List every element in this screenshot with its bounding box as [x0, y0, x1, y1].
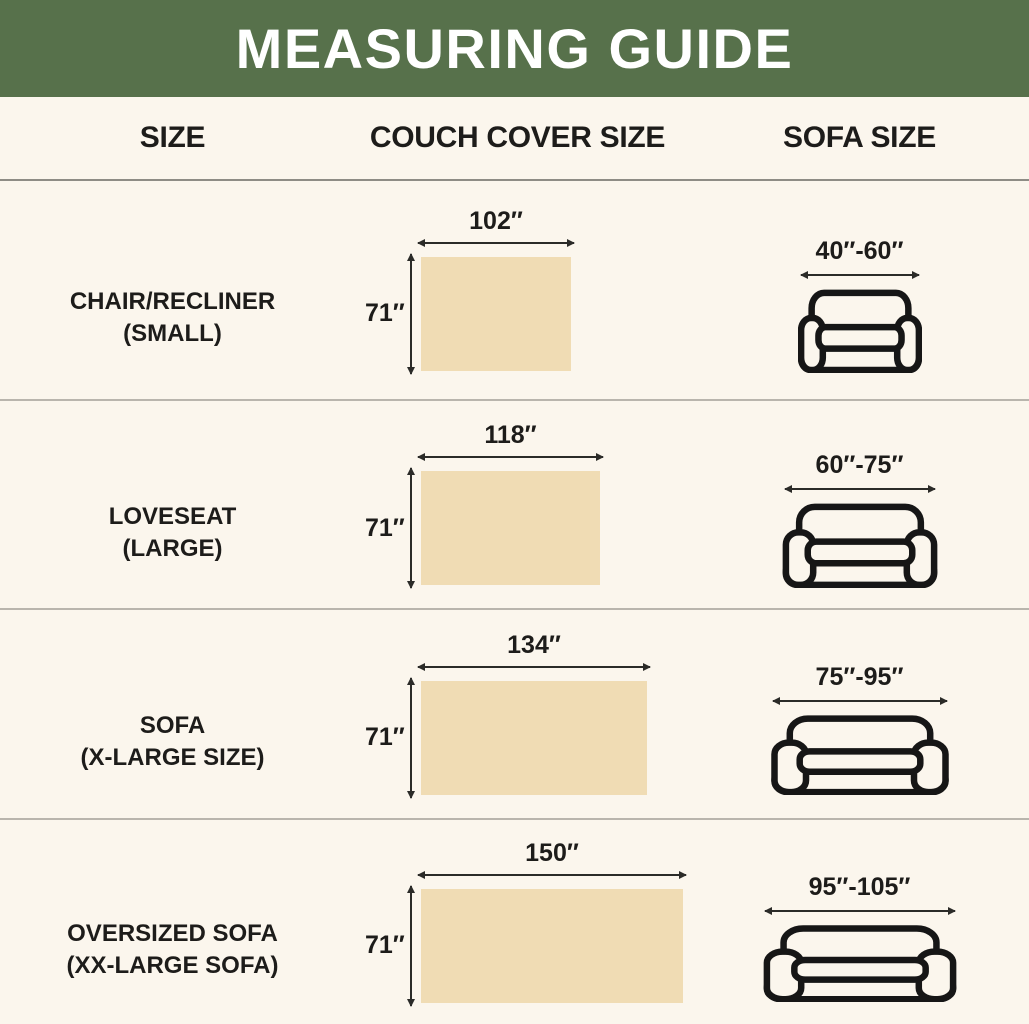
table-header-row: [0, 97, 1029, 181]
column-header-sofa-size: SOFA SIZE: [783, 121, 936, 154]
cover-height-value: 71″: [365, 299, 405, 327]
cover-height-value: 71″: [365, 931, 405, 959]
sofa-dimension-figure: [770, 663, 950, 795]
size-label: [66, 918, 278, 982]
horizontal-dimension-arrow-icon: [418, 456, 603, 458]
sofa-size-cell: [690, 820, 1029, 1024]
horizontal-dimension-arrow-icon: [418, 874, 686, 876]
size-label-line2: (SMALL): [123, 320, 222, 347]
couch-cover-cell: [345, 820, 690, 1024]
cover-height-dimension: [365, 886, 686, 1006]
title-band: [0, 0, 1029, 97]
horizontal-dimension-arrow-icon: [773, 700, 947, 702]
size-label-line1: SOFA: [139, 712, 206, 739]
vertical-dimension-arrow-icon: [410, 886, 412, 1006]
rows: [0, 181, 1029, 1024]
size-label-line1: CHAIR/RECLINER: [69, 288, 276, 315]
couch-cover-cell: [345, 401, 690, 608]
horizontal-dimension-arrow-icon: [765, 910, 955, 912]
sofa-range-value: 75″-95″: [815, 663, 904, 691]
horizontal-dimension-arrow-icon: [418, 666, 650, 668]
column-header-couch-cover-size: COUCH COVER SIZE: [369, 121, 666, 154]
cover-height-dimension: [365, 468, 603, 588]
size-label: [81, 710, 265, 774]
sofa-outline-icon: [762, 925, 958, 1002]
size-label-line2: (XX-LARGE SOFA): [66, 952, 279, 979]
horizontal-dimension-arrow-icon: [785, 488, 935, 490]
cover-width-value: 134″: [507, 630, 561, 659]
cover-dimension-figure: [365, 631, 650, 798]
sofa-size-cell: [690, 181, 1029, 399]
size-label-line1: LOVESEAT: [108, 502, 237, 530]
size-label-line1: OVERSIZED SOFA: [67, 920, 278, 947]
horizontal-dimension-arrow-icon: [418, 242, 574, 244]
size-label: [70, 286, 275, 350]
vertical-dimension-arrow-icon: [410, 468, 412, 588]
sofa-outline-icon: [782, 503, 938, 588]
cover-width-value: 150″: [525, 838, 579, 867]
sofa-size-cell: [690, 401, 1029, 608]
size-label: [109, 501, 237, 565]
column-header-size: SIZE: [139, 121, 206, 154]
size-label-line2: (LARGE): [122, 534, 223, 562]
cover-width-dimension: [418, 207, 574, 244]
cover-width-value: 118″: [484, 421, 537, 449]
table-row: [0, 399, 1029, 608]
sofa-outline-icon: [770, 715, 950, 795]
vertical-dimension-arrow-icon: [410, 254, 412, 374]
size-label-line2: (X-LARGE SIZE): [80, 744, 265, 771]
cover-width-dimension: [418, 421, 603, 458]
cover-fabric-swatch: [421, 257, 571, 371]
size-cell: [0, 610, 345, 818]
cover-height-dimension: [365, 254, 574, 374]
sofa-range-value: 95″-105″: [808, 872, 911, 901]
cover-fabric-swatch: [421, 471, 600, 585]
sofa-size-cell: [690, 610, 1029, 818]
couch-cover-cell: [345, 181, 690, 399]
sofa-dimension-figure: [762, 873, 958, 1002]
cover-height-value: 71″: [365, 723, 405, 751]
cover-width-value: 102″: [469, 206, 523, 235]
cover-fabric-swatch: [421, 681, 647, 795]
size-cell: [0, 181, 345, 399]
cover-width-dimension: [418, 631, 650, 668]
cover-dimension-figure: [365, 421, 603, 588]
sofa-dimension-figure: [798, 237, 922, 373]
cover-fabric-swatch: [421, 889, 683, 1003]
sofa-outline-icon: [798, 289, 922, 373]
horizontal-dimension-arrow-icon: [801, 274, 919, 276]
cover-height-dimension: [365, 678, 650, 798]
sofa-range-value: 60″-75″: [815, 451, 904, 479]
couch-cover-cell: [345, 610, 690, 818]
cover-width-dimension: [418, 839, 686, 876]
table-row: [0, 818, 1029, 1024]
cover-height-value: 71″: [365, 513, 405, 542]
sofa-dimension-figure: [782, 451, 938, 588]
size-cell: [0, 401, 345, 608]
vertical-dimension-arrow-icon: [410, 678, 412, 798]
table-row: [0, 608, 1029, 818]
size-cell: [0, 820, 345, 1024]
cover-dimension-figure: [365, 207, 574, 374]
page-title: MEASURING GUIDE: [235, 17, 794, 80]
table-row: [0, 181, 1029, 399]
sofa-range-value: 40″-60″: [815, 237, 904, 265]
cover-dimension-figure: [365, 839, 686, 1006]
